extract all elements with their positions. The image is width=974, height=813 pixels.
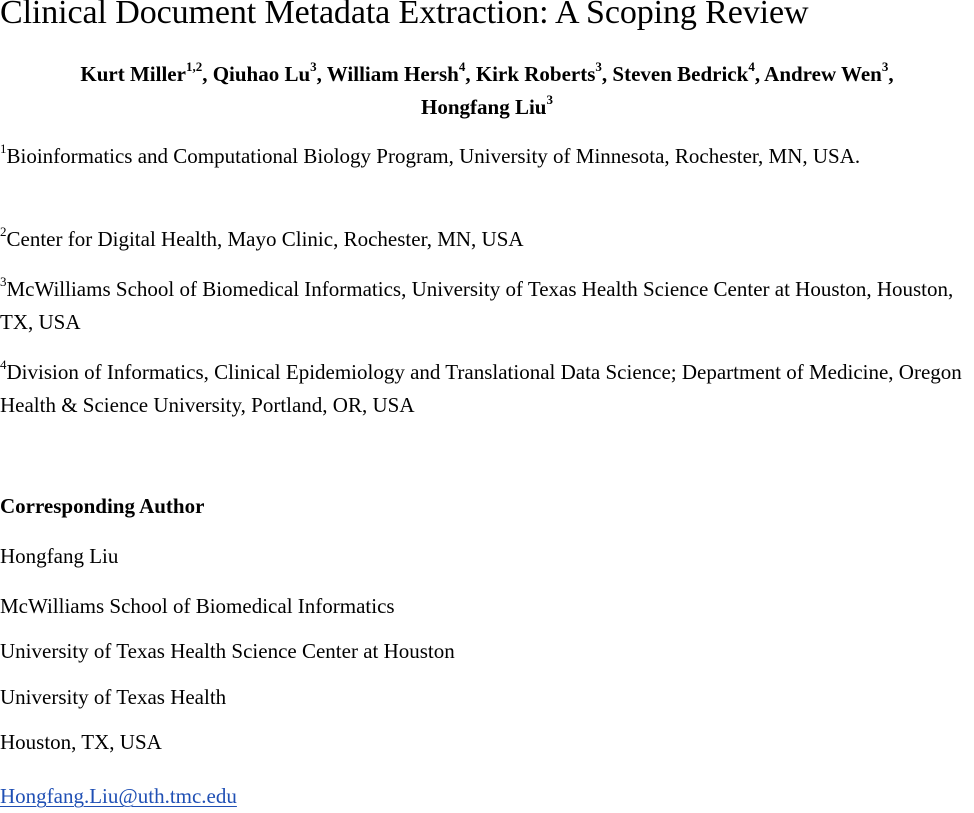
author-affiliation-mark: 3 — [595, 59, 602, 74]
author-affiliation-mark: 4 — [748, 59, 755, 74]
author-name: Hongfang Liu — [421, 95, 547, 119]
affiliation-text: Center for Digital Health, Mayo Clinic, Rochester, MN, USA — [6, 227, 524, 251]
author — [80, 59, 213, 86]
author — [326, 59, 476, 86]
affiliation-3 — [0, 273, 970, 339]
author — [612, 59, 765, 86]
author-name: Kurt Miller — [80, 62, 186, 86]
corresponding-address-line: Houston, TX, USA — [0, 730, 162, 754]
affiliation-number: 1 — [0, 141, 7, 156]
author-separator: , — [754, 62, 765, 86]
author-affiliation-mark: 4 — [458, 59, 466, 74]
affiliation-number: 3 — [0, 274, 7, 289]
corresponding-author-heading: Corresponding Author — [0, 494, 205, 518]
author-affiliation-mark: 3 — [881, 59, 889, 74]
affiliation-text: McWilliams School of Biomedical Informatics, University of Texas Health Science Center at Houston, Houston, TX, USA — [0, 277, 954, 334]
author — [475, 59, 613, 86]
corresponding-email-link[interactable]: Hongfang.Liu@uth.tmc.edu — [0, 784, 237, 808]
affiliation-number: 2 — [0, 224, 7, 239]
author — [212, 59, 327, 86]
affiliation-text: Bioinformatics and Computational Biology Program, University of Minnesota, Rochester, MN, USA. — [6, 144, 861, 168]
corresponding-author-name: Hongfang Liu — [0, 544, 119, 568]
corresponding-address-line: University of Texas Health Science Center at Houston — [0, 639, 455, 663]
affiliation-1 — [0, 140, 970, 173]
email-line — [0, 780, 237, 813]
author-separator: , — [465, 62, 476, 86]
author-name: Qiuhao Lu — [212, 62, 311, 86]
paper-title: Clinical Document Metadata Extraction: A Scoping Review — [0, 0, 809, 31]
author-list — [0, 58, 974, 124]
corresponding-address-line: University of Texas Health — [0, 685, 227, 709]
author-name: Kirk Roberts — [475, 62, 596, 86]
affiliation-2 — [0, 223, 970, 256]
corresponding-address-line: McWilliams School of Biomedical Informatics — [0, 594, 395, 618]
affiliation-4 — [0, 356, 970, 422]
author-affiliation-mark: 3 — [546, 92, 553, 107]
author-name: Andrew Wen — [764, 62, 882, 86]
affiliation-number: 4 — [0, 357, 7, 372]
author-name: Steven Bedrick — [612, 62, 749, 86]
author-affiliation-mark: 3 — [310, 59, 317, 74]
author-separator: , — [888, 62, 894, 86]
author-separator: , — [601, 62, 613, 86]
author-name: William Hersh — [326, 62, 459, 86]
author — [421, 92, 553, 119]
author — [764, 59, 894, 86]
author-separator: , — [316, 62, 327, 86]
author-affiliation-mark: 1,2 — [185, 59, 203, 74]
author-separator: , — [202, 62, 213, 86]
affiliation-text: Division of Informatics, Clinical Epidemiology and Translational Data Science; Department of Medicine, Oregon Health & Science University, Portland, OR, USA — [0, 360, 962, 417]
